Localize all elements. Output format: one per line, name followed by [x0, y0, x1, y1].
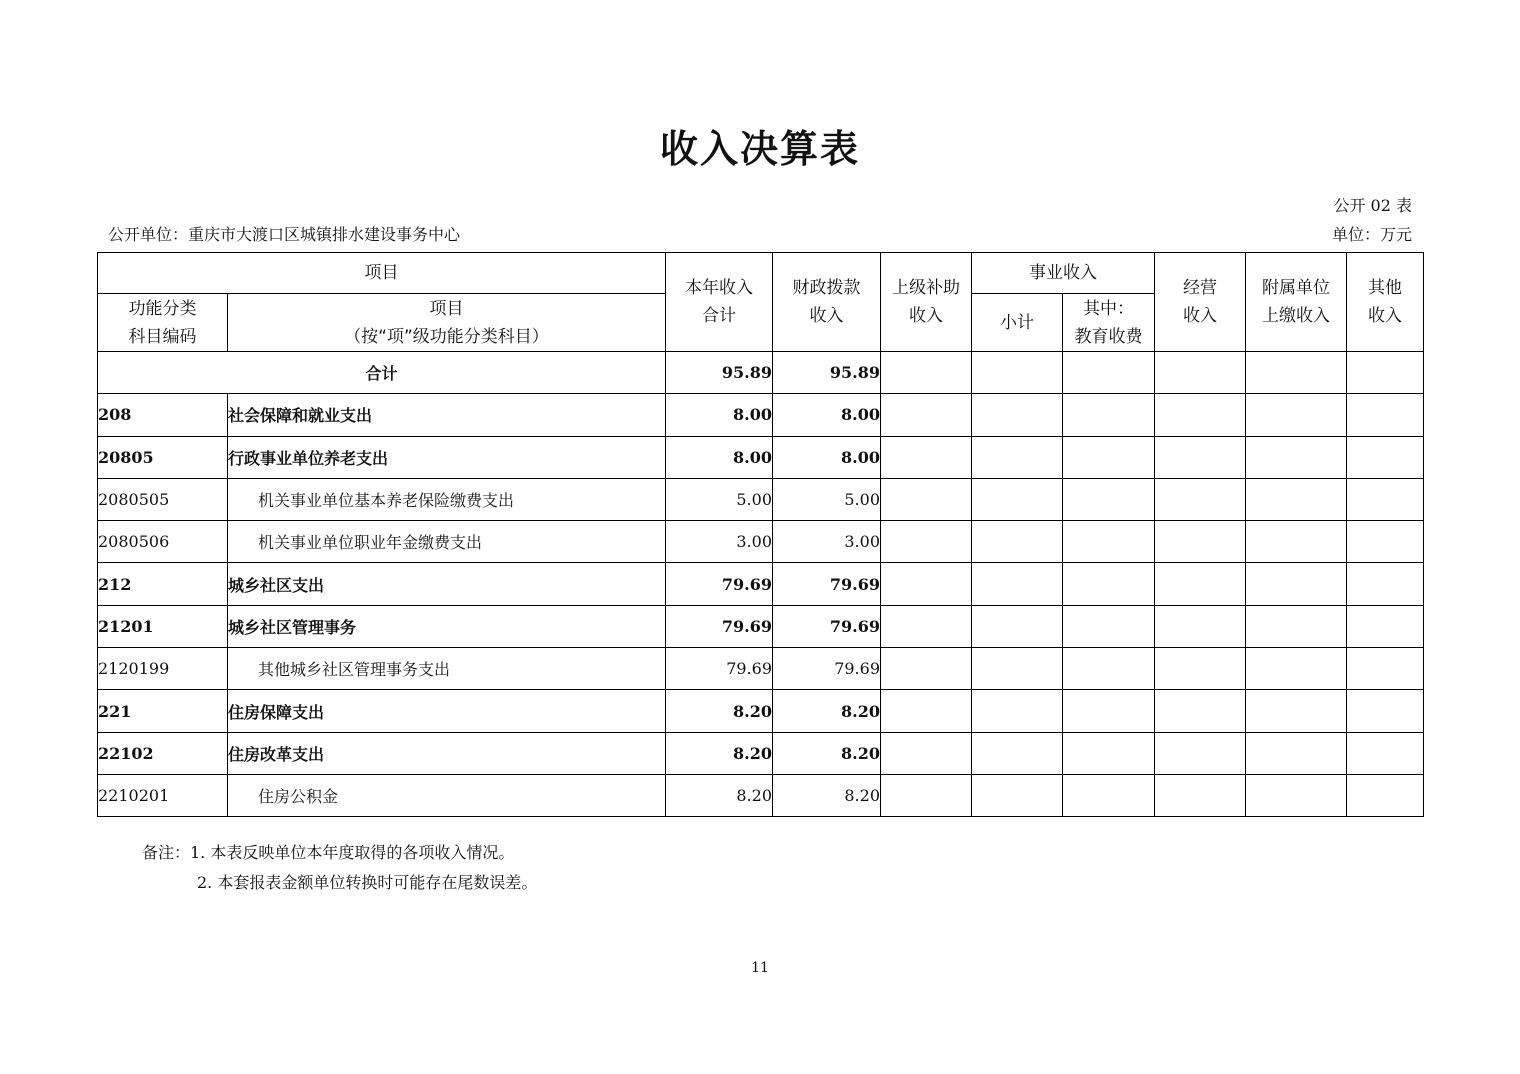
money-unit: 单位：万元 [1331, 225, 1412, 244]
row-fiscal: 79.69 [773, 648, 881, 690]
row-total: 79.69 [666, 648, 773, 690]
row-code: 22102 [98, 732, 228, 774]
header-other: 其他 收入 [1347, 253, 1424, 352]
row-fiscal: 8.00 [773, 436, 881, 478]
row-code: 212 [98, 563, 228, 605]
header-name: 项目 （按“项”级功能分类科目） [228, 294, 666, 352]
row-code: 20805 [98, 436, 228, 478]
page-number: 11 [751, 960, 769, 976]
row-fiscal: 3.00 [773, 521, 881, 563]
table-row [98, 648, 1424, 690]
row-code: 208 [98, 394, 228, 436]
row-code: 2080505 [98, 478, 228, 520]
note-line-2: 2. 本套报表金额单位转换时可能存在尾数误差。 [197, 873, 538, 892]
row-fiscal: 79.69 [773, 605, 881, 647]
total-label: 合计 [98, 352, 666, 394]
row-name: 住房公积金 [228, 774, 666, 816]
row-name: 其他城乡社区管理事务支出 [228, 648, 666, 690]
row-total: 8.00 [666, 394, 773, 436]
header-edu: 其中： 教育收费 [1063, 294, 1155, 352]
row-total: 79.69 [666, 563, 773, 605]
table-row [98, 605, 1424, 647]
row-total: 8.20 [666, 690, 773, 732]
row-name: 住房改革支出 [228, 732, 666, 774]
table-row [98, 394, 1424, 436]
table-row [98, 521, 1424, 563]
table-row [98, 478, 1424, 520]
form-number: 公开 02 表 [1333, 196, 1412, 215]
income-table [97, 252, 1424, 817]
row-name: 城乡社区管理事务 [228, 605, 666, 647]
row-code: 2120199 [98, 648, 228, 690]
row-total: 8.00 [666, 436, 773, 478]
row-fiscal: 8.00 [773, 394, 881, 436]
row-fiscal: 8.20 [773, 732, 881, 774]
row-name: 行政事业单位养老支出 [228, 436, 666, 478]
total-amount: 95.89 [666, 352, 773, 394]
table-row [98, 732, 1424, 774]
row-name: 机关事业单位基本养老保险缴费支出 [228, 478, 666, 520]
page-title: 收入决算表 [659, 127, 860, 171]
note-line-1: 备注：1. 本表反映单位本年度取得的各项收入情况。 [142, 843, 515, 862]
row-name: 住房保障支出 [228, 690, 666, 732]
row-total: 8.20 [666, 732, 773, 774]
header-upper: 上级补助 收入 [881, 253, 972, 352]
row-name: 社会保障和就业支出 [228, 394, 666, 436]
table-row [98, 436, 1424, 478]
header-total: 本年收入 合计 [666, 253, 773, 352]
header-item: 项目 [98, 253, 666, 294]
table-row [98, 563, 1424, 605]
row-code: 21201 [98, 605, 228, 647]
table-row [98, 774, 1424, 816]
header-operate: 经营 收入 [1155, 253, 1246, 352]
row-code: 221 [98, 690, 228, 732]
row-fiscal: 8.20 [773, 774, 881, 816]
row-total: 3.00 [666, 521, 773, 563]
row-fiscal: 79.69 [773, 563, 881, 605]
total-row [98, 352, 1424, 394]
row-code: 2080506 [98, 521, 228, 563]
row-fiscal: 8.20 [773, 690, 881, 732]
row-name: 城乡社区支出 [228, 563, 666, 605]
row-code: 2210201 [98, 774, 228, 816]
row-total: 8.20 [666, 774, 773, 816]
header-affiliate: 附属单位 上缴收入 [1246, 253, 1347, 352]
header-career: 事业收入 [972, 253, 1155, 294]
reporting-unit: 公开单位：重庆市大渡口区城镇排水建设事务中心 [108, 225, 461, 244]
row-total: 5.00 [666, 478, 773, 520]
row-total: 79.69 [666, 605, 773, 647]
table-row [98, 690, 1424, 732]
header-subtotal: 小计 [972, 294, 1063, 352]
header-code: 功能分类 科目编码 [98, 294, 228, 352]
row-name: 机关事业单位职业年金缴费支出 [228, 521, 666, 563]
header-fiscal: 财政拨款 收入 [773, 253, 881, 352]
total-fiscal: 95.89 [773, 352, 881, 394]
row-fiscal: 5.00 [773, 478, 881, 520]
